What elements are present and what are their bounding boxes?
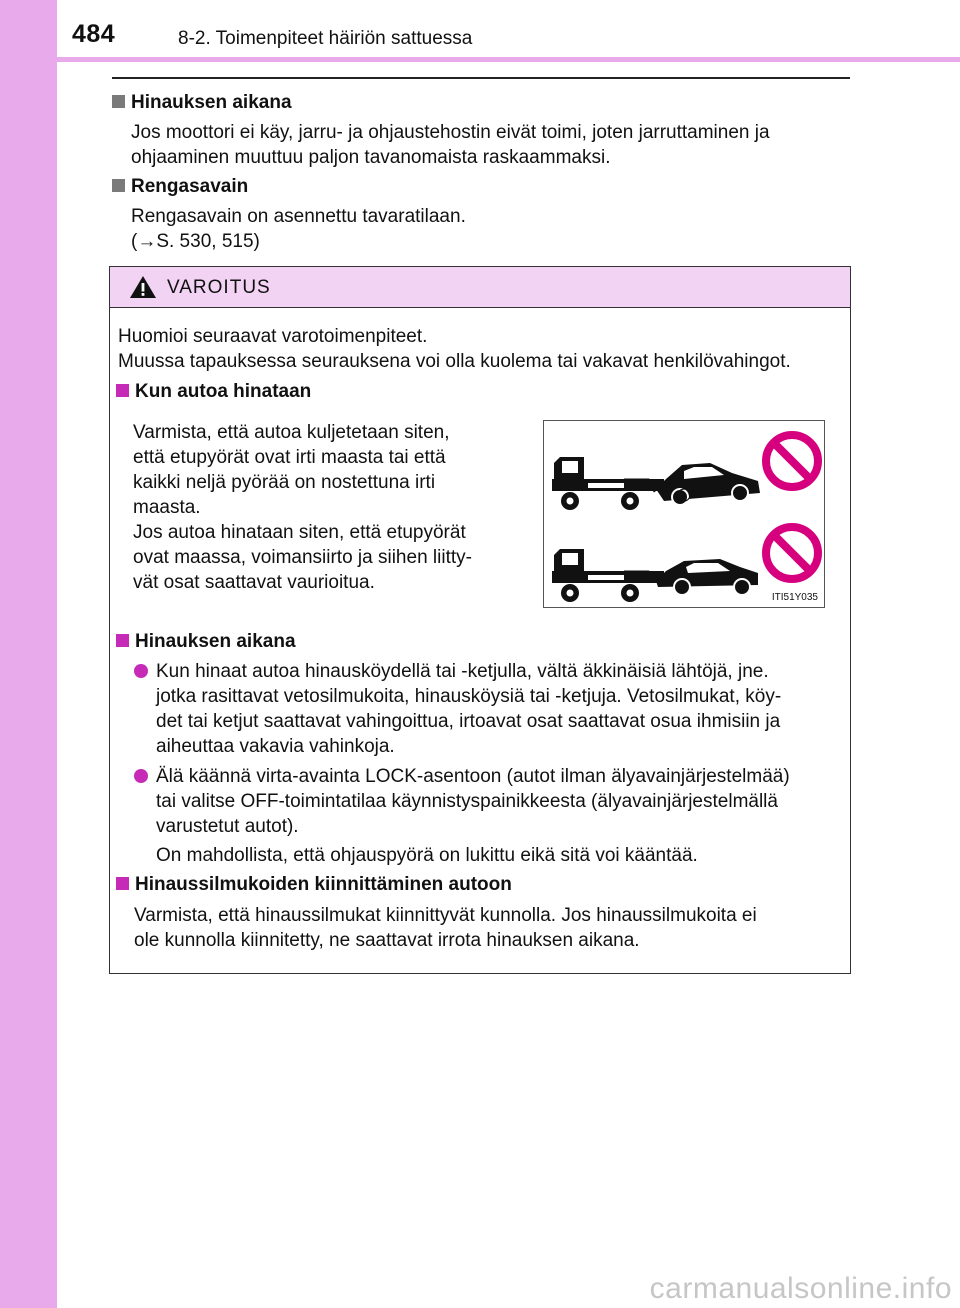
tow-truck-prohibited-icon [544,421,824,607]
intro-paragraph-wrench [131,204,843,254]
transport-paragraph-1 [133,420,517,520]
intro-paragraph-towing [131,120,843,170]
pink-square-bullet-icon [116,384,129,397]
page-reference: (→S. 530, 515) [131,231,260,252]
grey-square-bullet-icon [112,95,125,108]
figure-code: ITI51Y035 [771,592,818,603]
heading-text: Hinauksen aikana [131,92,292,113]
heading-text: Hinaussilmukoiden kiinnittäminen autoon [135,874,512,895]
text-line: maasta. [133,497,201,518]
text-line: Varmista, että autoa kuljetetaan siten, [133,422,450,443]
section-title: 8-2. Toimenpiteet häiriön sattuessa [178,28,473,49]
warning-heading-transport [116,381,311,403]
warning-heading-towing [116,631,296,653]
heading-text: Hinauksen aikana [135,631,296,652]
grey-square-bullet-icon [112,179,125,192]
page-number: 484 [72,20,116,48]
intro-heading-towing [112,92,292,114]
warning-heading-eyelet [116,874,512,896]
text-line: ohjaaminen muuttuu paljon tavanomaista raskaammaksi. [131,147,611,168]
text-line: varustetut autot). [156,816,299,837]
text-line: Älä käännä virta-avainta LOCK-asentoon (autot ilman älyavainjärjestelmää) [156,766,790,787]
prohibition-sign-icon [766,527,818,579]
header-rule [112,77,850,79]
heading-text: Rengasavain [131,176,249,197]
intro-heading-wrench [112,176,248,198]
text-line: Rengasavain on asennettu tavaratilaan. [131,206,466,227]
text-line: tai valitse OFF-toimintatilaa käynnistyspainikkeesta (älyavainjärjestelmällä [156,791,778,812]
text-line: aiheuttaa vakavia vahinkoja. [156,736,395,757]
eyelet-paragraph [134,903,840,953]
warning-header [110,267,850,308]
watermark: carmanualsonline.info [649,1272,952,1305]
text-line: kaikki neljä pyörää on nostettuna irti [133,472,436,493]
warning-intro [118,324,843,374]
text-line: Jos autoa hinataan siten, että etupyörät [133,522,466,543]
tow-truck-front-lift-icon [552,457,760,510]
text-line: det tai ketjut saattavat vahingoittua, irtoavat osat saattavat osua ihmisiin ja [156,711,781,732]
text-line: ole kunnolla kiinnitetty, ne saattavat irrota hinauksen aikana. [134,930,640,951]
pink-square-bullet-icon [116,634,129,647]
steering-note: On mahdollista, että ohjauspyörä on lukittu eikä sitä voi kääntää. [156,845,698,866]
transport-paragraph-2 [133,520,517,595]
round-bullet-icon [134,664,148,678]
text-line: jotka rasittavat vetosilmukoita, hinausköysiä tai -ketjuja. Vetosilmukat, köy- [156,686,782,707]
text-line: Muussa tapauksessa seurauksena voi olla kuolema tai vakavat henkilövahingot. [118,351,791,372]
header-band [0,57,960,62]
pink-square-bullet-icon [116,877,129,890]
towing-illustration [543,420,825,608]
bullet-text [156,764,842,839]
text-line: Huomioi seuraavat varotoimenpiteet. [118,326,428,347]
text-line: Jos moottori ei käy, jarru- ja ohjaustehostin eivät toimi, joten jarruttaminen ja [131,122,770,143]
text-line: että etupyörät ovat irti maasta tai että [133,447,446,468]
text-line: vät osat saattavat vaurioitua. [133,572,375,593]
warning-triangle-icon [129,275,157,299]
prohibition-sign-icon [766,435,818,487]
heading-text: Kun autoa hinataan [135,381,312,402]
text-line: Kun hinaat autoa hinausköydellä tai -ketjulla, vältä äkkinäisiä lähtöjä, jne. [156,661,769,682]
text-line: Varmista, että hinaussilmukat kiinnittyvät kunnolla. Jos hinaussilmukoita ei [134,905,757,926]
bullet-text [156,659,842,759]
round-bullet-icon [134,769,148,783]
page-side-band [0,0,57,1308]
warning-title: VAROITUS [167,277,271,298]
tow-truck-rear-lift-icon [552,549,758,602]
text-line: ovat maassa, voimansiirto ja siihen liitty- [133,547,472,568]
